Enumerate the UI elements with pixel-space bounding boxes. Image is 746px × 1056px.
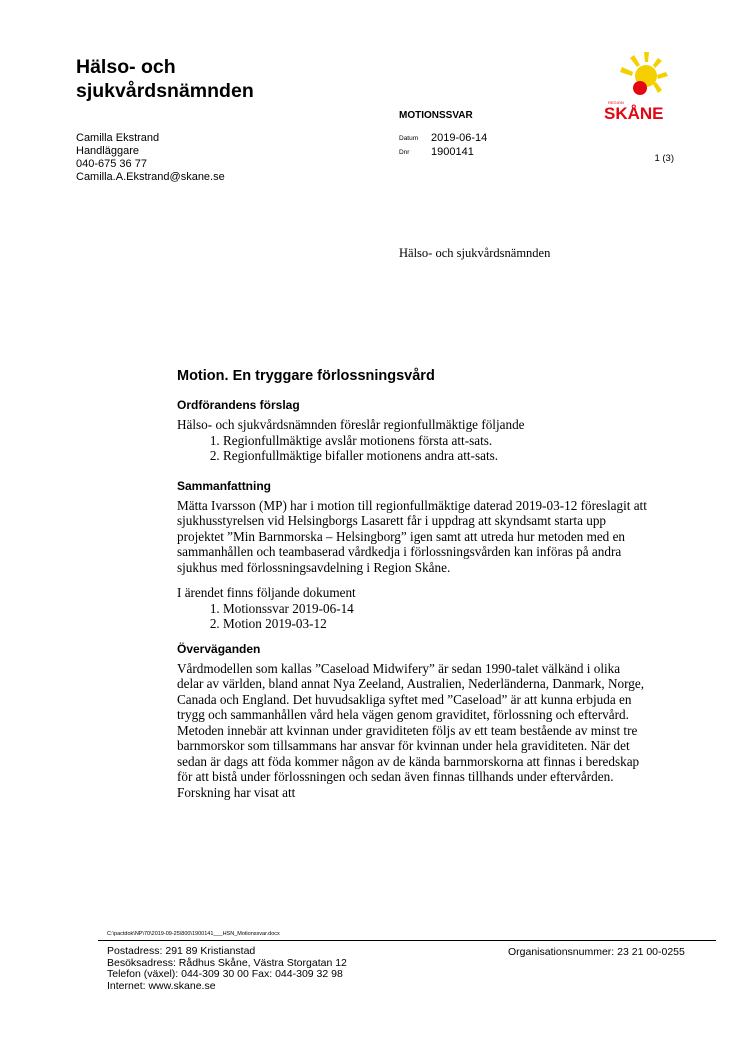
figure-head-icon bbox=[633, 81, 647, 95]
documents-intro: I ärendet finns följande dokument bbox=[177, 585, 356, 600]
footer-postal: Postadress: 291 89 Kristianstad bbox=[107, 945, 256, 957]
summary-text: Mätta Ivarsson (MP) har i motion till regionfullmäktige daterad 2019-03-12 föreslagit att sjukhusstyrelsen vid Helsingborgs Lasarett får i uppdrag att skyndsamt starta upp projektet ”Min Barnmorska – Helsingborg” igen samt att utreda hur metoden med en sammanhållen och teambaserad vårdkedja i förlossningsvården kan införas på andra sjukhus med förlossningsavdelning i Region Skåne. bbox=[177, 497, 647, 575]
date-label: Datum bbox=[399, 134, 419, 142]
considerations-heading: Överväganden bbox=[177, 641, 261, 656]
logo-skane-text: SKÅNE bbox=[604, 104, 664, 122]
organization-title bbox=[76, 55, 254, 103]
document-body bbox=[177, 368, 647, 800]
date-row bbox=[399, 132, 487, 144]
summary-heading: Sammanfattning bbox=[177, 478, 272, 493]
file-path: C:\pactdok\NP\70\2019-09-25\800\1900141___HSN_Motionssvar.docx bbox=[107, 931, 280, 937]
document-title: Motion. En tryggare förlossningsvård bbox=[177, 368, 435, 384]
list-item: 1. Regionfullmäktige avslår motionens första att-sats. bbox=[223, 433, 647, 449]
proposal-heading: Ordförandens förslag bbox=[177, 398, 300, 412]
date-value: 2019-06-14 bbox=[431, 132, 488, 144]
logo-region-text: REGION bbox=[608, 100, 624, 105]
organization-title-line2: sjukvårdsnämnden bbox=[76, 80, 254, 102]
contact-block bbox=[76, 132, 225, 184]
contact-name: Camilla Ekstrand bbox=[76, 132, 160, 144]
region-skane-logo bbox=[600, 50, 680, 122]
dnr-value: 1900141 bbox=[431, 146, 474, 158]
documents-list bbox=[177, 601, 647, 632]
org-number: Organisationsnummer: 23 21 00-0255 bbox=[508, 946, 685, 958]
footer-address bbox=[107, 946, 347, 992]
list-item: 2. Motion 2019-03-12 bbox=[223, 616, 647, 632]
document-type: MOTIONSSVAR bbox=[399, 110, 473, 121]
dnr-row bbox=[399, 146, 474, 158]
page-number: 1 (3) bbox=[654, 153, 674, 164]
proposal-intro: Hälso- och sjukvårdsnämnden föreslår regionfullmäktige följande bbox=[177, 417, 525, 432]
recipient: Hälso- och sjukvårdsnämnden bbox=[399, 246, 551, 260]
contact-role: Handläggare bbox=[76, 145, 139, 157]
footer-internet: Internet: www.skane.se bbox=[107, 979, 216, 992]
footer-visit: Besöksadress: Rådhus Skåne, Västra Storgatan 12 bbox=[107, 956, 347, 969]
contact-email: Camilla.A.Ekstrand@skane.se bbox=[76, 171, 225, 183]
proposal-list bbox=[177, 433, 647, 464]
dnr-label: Dnr bbox=[399, 148, 410, 156]
considerations-text: Vårdmodellen som kallas ”Caseload Midwifery” är sedan 1990-talet välkänd i olika delar av världen, bland annat Nya Zeeland, Australien, Nederländerna, Danmark, Norge, Canada och England. Det huvudsakliga syftet med ”Caseload” är att kunna erbjuda en trygg och sammanhållen vård hela vägen genom graviditet, förlossning och eftervård. Metoden innebär att kvinnan under graviditeten följs av ett team bestående av minst tre barnmorskor som tillsammans har ansvar för kvinnan under hela graviditeten. När det sedan är dags att föda kommer någon av de kända barnmorskorna att finnas i beredskap för att bistå under förlossningen och sedan även finnas tillhands under eftervården. Forskning har visat att bbox=[177, 660, 644, 800]
contact-phone: 040-675 36 77 bbox=[76, 158, 147, 170]
list-item: 1. Motionssvar 2019-06-14 bbox=[223, 601, 647, 617]
footer-divider bbox=[98, 940, 716, 941]
list-item: 2. Regionfullmäktige bifaller motionens andra att-sats. bbox=[223, 448, 647, 464]
organization-title-line1: Hälso- och bbox=[76, 56, 176, 78]
footer-phone: Telefon (växel): 044-309 30 00 Fax: 044-309 32 98 bbox=[107, 968, 343, 981]
